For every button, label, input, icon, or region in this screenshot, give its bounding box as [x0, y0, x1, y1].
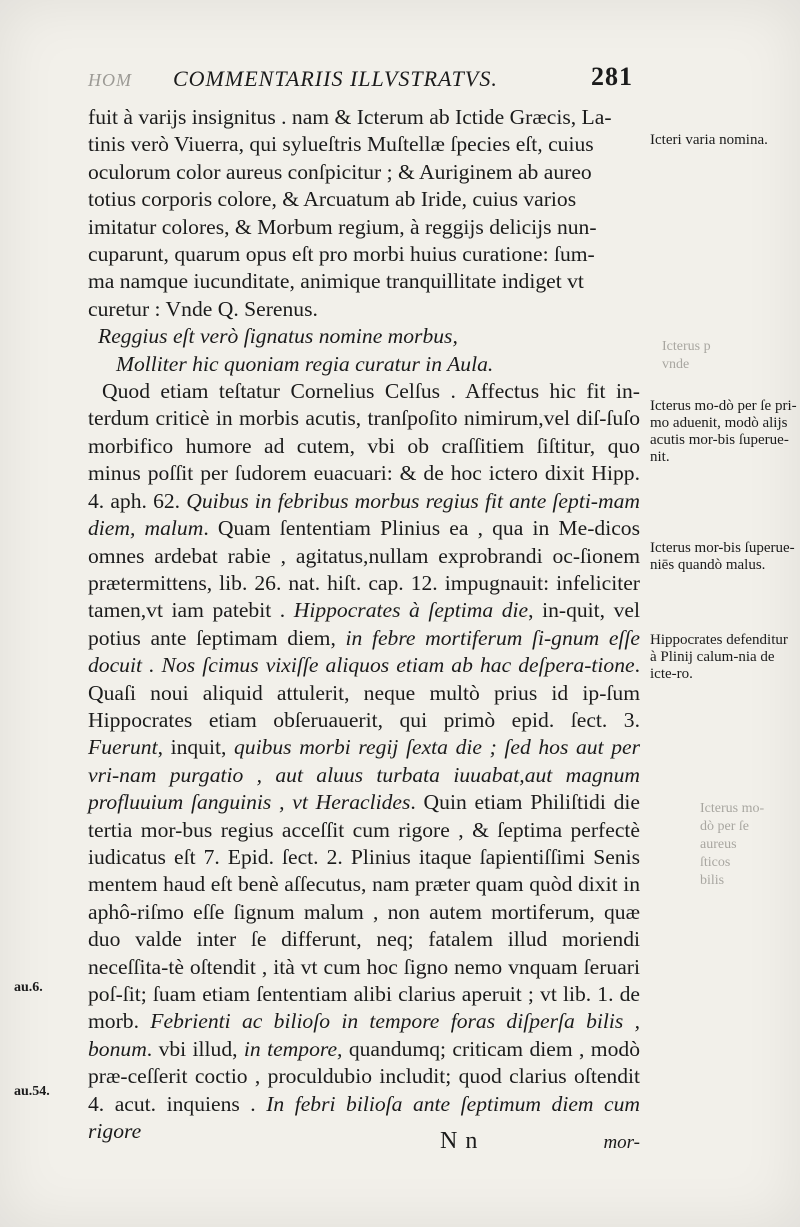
text-run: , in-quit, vel potius ante ſeptimam diem, — [88, 598, 640, 650]
running-title: COMMENTARIIS ILLVSTRATVS. — [173, 66, 498, 91]
left-margin-ref: au.54. — [14, 1084, 50, 1099]
signature-mark: N n — [440, 1128, 479, 1154]
quotation: Fuerunt — [88, 735, 158, 760]
page-footer — [88, 1128, 640, 1160]
quotation: in febre mortiferum ſi-gnum eſſe docuit . Nos ſcimus vixiſſe aliquos etiam ab hac deſpera-tione — [88, 625, 640, 678]
bleed-through-text: Icterus p — [662, 339, 711, 354]
quotation: Febrienti ac bilioſo in tempore foras diſperſa bilis , bonum — [88, 1009, 640, 1061]
bleed-through-text: bilis — [700, 873, 725, 888]
text-line: ma namque iucunditate, animique tranquillitate indiget vt — [88, 269, 584, 294]
margin-note: Icteri varia nomina. — [650, 132, 768, 148]
text-line: imitatur colores, & Morbum regium, à reggijs delicijs nun- — [88, 214, 597, 239]
text-run: . vbi illud, — [146, 1036, 244, 1061]
quotation: quibus morbi regij ſexta die ; ſed hos aut per vri-nam purgatio , aut aluus turbata iuuabat,aut magnum profluuium ſanguinis , vt Heraclides — [88, 735, 640, 815]
text-run: , inquit, — [157, 735, 234, 760]
paragraph — [88, 378, 640, 1145]
text-run: . Quam ſententiam Plinius ea , qua in Me-dicos omnes ardebat rabie , agitatus,nullam exprobrandi oc-ſionem prætermittens, lib. 26. nat. hiſt. cap. 12. impugnauit: infeliciter tamen,vt iam patebit . — [88, 516, 640, 623]
quotation: Hippocrates à ſeptima die — [293, 598, 529, 623]
text-line: totius corporis colore, & Arcuatum ab Iride, cuius varios — [88, 187, 577, 212]
text-run: Quod etiam teſtatur Cornelius Celſus . Affectus hic fit in-terdum criticè in morbis acutis, tranſpoſito nimirum,vel diſ-ſuſo morbifico humore ad cutem, vbi ob craſſitiem ſiſtitur, quo minus poſſit per ſudorem euacuari: & de hoc ictero dixit Hipp. 4. aph. 62. — [88, 379, 640, 513]
quotation: in tempore, — [243, 1036, 343, 1061]
bleed-through-text: dò per ſe — [700, 819, 749, 834]
quotation: In febri bilioſa ante ſeptimum diem cum rigore — [88, 1091, 640, 1144]
quotation: Quibus in febribus morbus regius fit ante ſepti-mam diem, malum — [88, 488, 640, 541]
verse-line: Molliter hic quoniam regia curatur in Aula. — [116, 351, 494, 376]
left-margin-ref: au.6. — [14, 980, 43, 995]
catchword: mor- — [603, 1132, 640, 1153]
text-run: . Quin etiam Philiſtidi die tertia mor-bus regius acceſſit cum rigore , & ſeptima perfectè iudicatus eſt 7. Epid. ſect. 2. Plinius itaque ſapientiſſimi Senis mentem haud eſt benè aſſecutus, nam præter quam quòd dixit in aphô-riſmo eſſe ſignum malum , non autem mortiferum, quæ duo valde inter ſe differunt, neq; fatalem illud moriendi neceſſita-tè oſtendit , ità vt cum hoc ſigno nemo vnquam ſeruari poſ-ſit; ſuam etiam ſententiam alibi clarius aperuit ; vt lib. 1. de morb. — [88, 790, 641, 1034]
text-run: quandumq; criticam diem , modò præ-ceſſerit coctio , proculdubio includit; quod clarius oſtendit 4. acut. inquiens . — [88, 1036, 640, 1116]
margin-note: Icterus mo-dò per ſe pri-mo aduenit, modò alijs acutis mor-bis ſuperue-nit. — [650, 398, 797, 465]
text-line: cuparunt, quarum opus eſt pro morbi huius curatione: ſum- — [88, 242, 595, 267]
margin-note: Icterus mor-bis ſuperue-niēs quandò malus. — [650, 540, 795, 573]
text-run: . Quaſi noui aliquid attulerit, neque multò prius id ip-ſum Hippocrates etiam obſeruauerit, qui primò epid. ſect. 3. — [88, 653, 640, 732]
bleed-through-header: HOM — [88, 70, 132, 90]
bleed-through-text: Icterus mo- — [700, 801, 765, 816]
page-number: 281 — [591, 62, 633, 91]
bleed-through-text: ſticos — [700, 855, 731, 870]
main-text-block — [88, 104, 640, 1145]
text-line: curetur : Vnde Q. Serenus. — [88, 296, 318, 321]
verse-line: Reggius eſt verò ſignatus nomine morbus, — [98, 324, 458, 349]
text-line: oculorum color aureus conſpicitur ; & Auriginem ab aureo — [88, 159, 592, 184]
bleed-through-text: aureus — [700, 837, 737, 852]
text-line: fuit à varijs insignitus . nam & Icterum ab Ictide Græcis, La- — [88, 105, 612, 129]
text-line: tinis verò Viuerra, qui sylueſtris Muſtellæ ſpecies eſt, cuius — [88, 132, 594, 157]
running-header — [88, 62, 633, 96]
margin-note: Hippocrates defenditur à Plinij calum-nia de icte-ro. — [650, 632, 788, 682]
bleed-through-text: vnde — [662, 357, 690, 372]
